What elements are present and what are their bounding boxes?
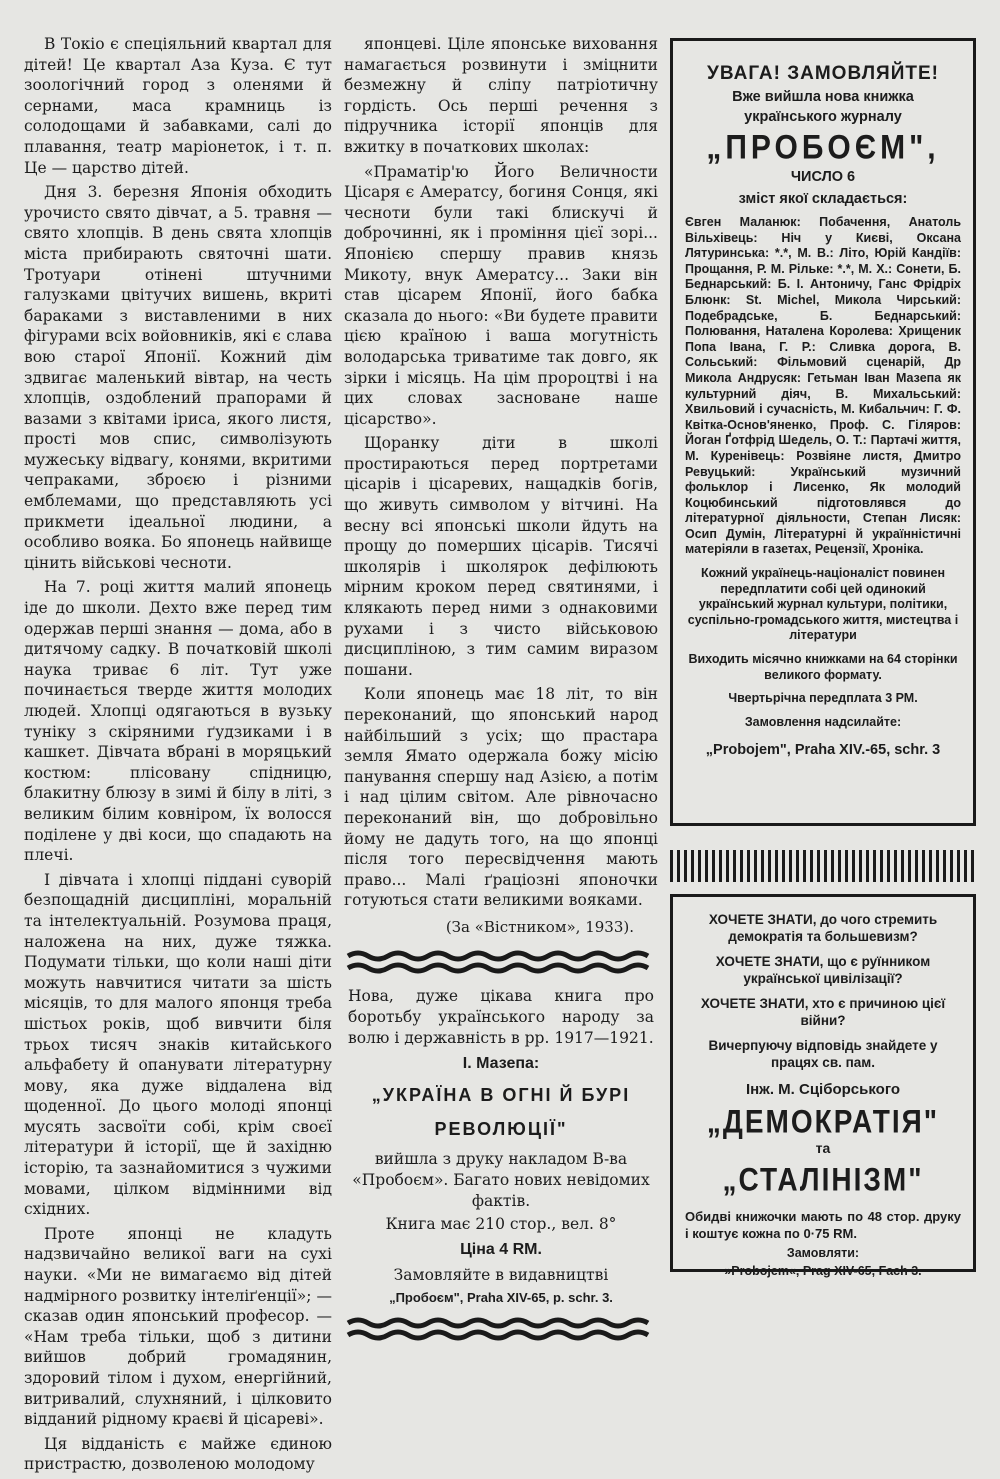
wave-divider-bottom (344, 1315, 658, 1343)
quote-paragraph: «Праматір'ю Його Величности Цісаря є Амератсу, богиня Сонця, які чесноти були такі блискучі й доброчинні, як і проміння цієї зорі... Японією спершу правив князь Микоту, внук Амератсу... Заки він став цісарем Японії, його бабка сказала до нього: «Ви будете правити цією країною і ваша могутність володарська триватиме так довго, як зірки і місяць. На цім пророцтві і на цих словах засноване наше цісарство». (344, 162, 658, 428)
journal-ad-box (670, 38, 976, 826)
ad-address: „Пробоєм", Praha XIV-65, p. schr. 3. (389, 1289, 613, 1305)
ad-price: Ціна 4 RM. (460, 1240, 542, 1258)
article-column-1 (24, 34, 332, 1479)
question-3: ХОЧЕТЕ ЗНАТИ, хто є причиною цієї війни? (700, 996, 946, 1028)
paragraph: В Токіо є спеціяльний квартал для дітей! Це квартал Аза Куза. Є тут зоологічний город з оленями й сернами, маса крамниць із солодощами й забавками, салі до плавання, театр маріонеток, і т. п. Це — царство дітей. (24, 35, 332, 177)
book-advertisement (344, 986, 658, 1305)
journal-number: ЧИСЛО 6 (790, 169, 856, 185)
journal-ad-heading: УВАГА! ЗАМОВЛЯЙТЕ! (707, 63, 939, 84)
paragraph: І дівчата і хлопці піддані суворій безпощадній дисципліні, моральній та інтелектуальній. Розумова праця, наложена на них, дуже тяжка. Подумати тільки, що коли наші діти можуть навчитися читати за шість місяців, то для малого японця треба шістьох років, щоб вивчити біля трьох тисяч знаків китайського альфабету й опанувати літературну мову, яка дуже віддалена від щоденної. До цього молоді японці мусять засвоїти собі, крім своєї літератури й історії, ще й західню історію, та зазнайомитися з чужими мовами, цілком відмінними від східних. (24, 870, 332, 1219)
order-label: Замовляти: (786, 1246, 860, 1260)
paragraph: Коли японець має 18 літ, то він переконаний, що японський народ найбільший з усіх; що прастара земля Ямато одержала божу місію панування спершу над Азією, а потім і над цілим світом. Але рівночасно переконаний він, що добровільно йому не дадуть того, на що японці після того пересвідчення мають право... Малі ґраціозні японочки готуються стати великими вояками. (344, 685, 658, 910)
source-note: (За «Вістником», 1933). (445, 917, 634, 936)
ad-column (668, 34, 980, 1278)
journal-address: „Probojem", Praha XIV.-65, schr. 3 (705, 742, 941, 759)
question-1: ХОЧЕТЕ ЗНАТИ, до чого стремить демократія та большевизм? (708, 912, 938, 944)
ad-title-line2: РЕВОЛЮЦІЇ" (434, 1118, 568, 1139)
ad-lead: Нова, дуже цікава книга про боротьбу українського народу за волю і державність в рр. 1917—1921. (348, 986, 654, 1047)
appeal-text: Кожний українець-націоналіст повинен передплатити собі цей одинокий український журнал культури, політики, суспільно-громадського життя, мистецтва і літератури (687, 566, 959, 643)
article-column-2 (344, 34, 658, 1353)
paragraph: японцеві. Ціле японське виховання намагається розвинути і зміцнити безмежну й сліпу патріотичну гордість. Ось перші речення з підручника історії японців для вжитку в початкових школах: (344, 35, 658, 156)
book-title-2: „СТАЛІНІЗМ" (722, 1161, 924, 1198)
paragraph: Проте японці не кладуть надзвичайно великої ваги на сухі науки. «Ми не вимагаємо від дітей надмірного розвитку інтеліґенції»; — сказав один японський професор. — «Нам треба тільки, щоб з дитини вийшов добрий громадянин, здоровий тілом і духом, енергійний, витривалий, слухняний, і цілковито відданий рідному краєві й цісареві». (24, 1224, 332, 1429)
books-info: Обидві книжочки мають по 48 стор. друку і коштує кожна по 0·75 RM. (685, 1209, 961, 1241)
journal-ad-intro: Вже вийшла нова книжка українського журналу (732, 89, 914, 125)
ad-line2: Книга має 210 стор., вел. 8° (385, 1214, 617, 1233)
contents-label: зміст якої складається: (738, 191, 908, 207)
book-title-1: „ДЕМОКРАТІЯ" (706, 1103, 940, 1140)
ad-line1: вийшла з друку накладом В-ва «Пробоєм». Багато нових невідомих фактів. (352, 1149, 650, 1210)
conjunction: та (815, 1140, 831, 1156)
journal-name: „ПРОБОЄМ", (706, 128, 940, 167)
ad-title-line1: „УКРАЇНА В ОГНІ Й БУРІ (371, 1084, 631, 1105)
paragraph: Дня 3. березня Японія обходить урочисто свято дівчат, а 5. травня — свято хлопців. В день свята хлопців міста прибирають святочні шати. Тротуари отінені штучними галузками цвітучих вишень, вкриті бараками з виставленими в них фігурами всіх войовників, які є слава вою старої Японії. Кожний дім здвигає маленький вівтар, на честь хлопців, оздоблений прапорами й вазами з квітами іриса, якого листя, прості мов спис, символізують мужеську відвагу, конями, вкритими чепраками, зброєю і різними емблемами, що представляють усі прикмети ідеальної людини, а особливо вояка. Бо японець найвище цінить військові чесноти. (24, 183, 332, 572)
paragraph: Ця відданість є майже єдиною пристрастю, дозволеною молодому (24, 1434, 332, 1474)
wave-divider-top (344, 948, 658, 976)
ad-author: І. Мазепа: (462, 1054, 540, 1072)
question-2: ХОЧЕТЕ ЗНАТИ, що є руїнником української цивілізації? (715, 954, 931, 986)
subscription-price: Чвертьрічна передплата 3 РМ. (728, 691, 918, 706)
ad-order: Замовляйте в видавництві (393, 1265, 609, 1284)
order-address: »Probojem«, Prag XIV-65, Fach 3. (724, 1264, 922, 1278)
order-label: Замовлення надсилайте: (744, 714, 902, 729)
contents-list: Євген Маланюк: Побачення, Анатоль Вільхівець: Ніч у Києві, Оксана Лятуринська: *.*, М. В.: Літо, Юрій Кандіїв: Прощання, Р. М. Рільке: *.*, М. Х.: Сонети, Б. Беднарський: Б. І. Антоничу, Ганс Фрідріх Блюнк: St. Michel, Микола Чирський: Подебрадське, Б. Беднарський: Полювання, Наталена Королева: Хрищеник Попа Івана, Г. Р.: Сливка дорога, В. Сольський: Фільмовий сценарій, Др Микола Андрусяк: Гетьман Іван Мазепа як культурний діяч, В. Михальський: Хвильовий і сучасність, М. Кибальчич: Г. Ф. Квітка-Основ'яненко, Проф. С. Гіляров: Йоган Ґотфрід Шедель, О. Т.: Партачі життя, М. Куренівець: Розвіяне листя, Дмитро Ревуцький: Український музичний фольклор і Лисенко, Як молодий Коцюбинський підготовлявся до літературної діяльности, Степан Лисяк: Осип Думін, Літературні й українністичні матеріяли в газетах, Рецензії, Хроніка. (685, 215, 961, 557)
democracy-ad-box (670, 894, 976, 1278)
hatched-divider (670, 850, 976, 882)
paragraph: На 7. році життя малий японець іде до школи. Дехто вже перед тим одержав перші знання — дома, або в дитячому садку. В початковій школі наука триває 6 літ. Тут уже починається тверде життя молодих людей. Хлопці одягаються в вузьку туніку з скіряними ґудзиками і в кашкет. Дівчата вбрані в моряцький костюм: плісовану спідницю, блакитну блюзу в зимі й білу в літі, з великим білим ковніром, їх волосся поділене у дві коси, що спадають на плечі. (24, 578, 332, 865)
answer-text: Вичерпуючу відповідь знайдете у працях св. пам. (708, 1038, 938, 1070)
paragraph: Щоранку діти в школі простираються перед портретами цісарів і цісаревих, нащадків богів, що живуть символом у вітчині. На весну всі японські школи йдуть на прощу до померших цісарів. Тисячі школярів і школярок дефілюють мірним кроком перед святинями, і клякають перед ними з однаковими рухами і з чисто військовою дисципліною, з тим самим виразом пошани. (344, 434, 658, 679)
ad-author: Інж. М. Сціборського (745, 1081, 901, 1098)
monthly-info: Виходить місячно книжками на 64 сторінки великого формату. (688, 652, 958, 682)
